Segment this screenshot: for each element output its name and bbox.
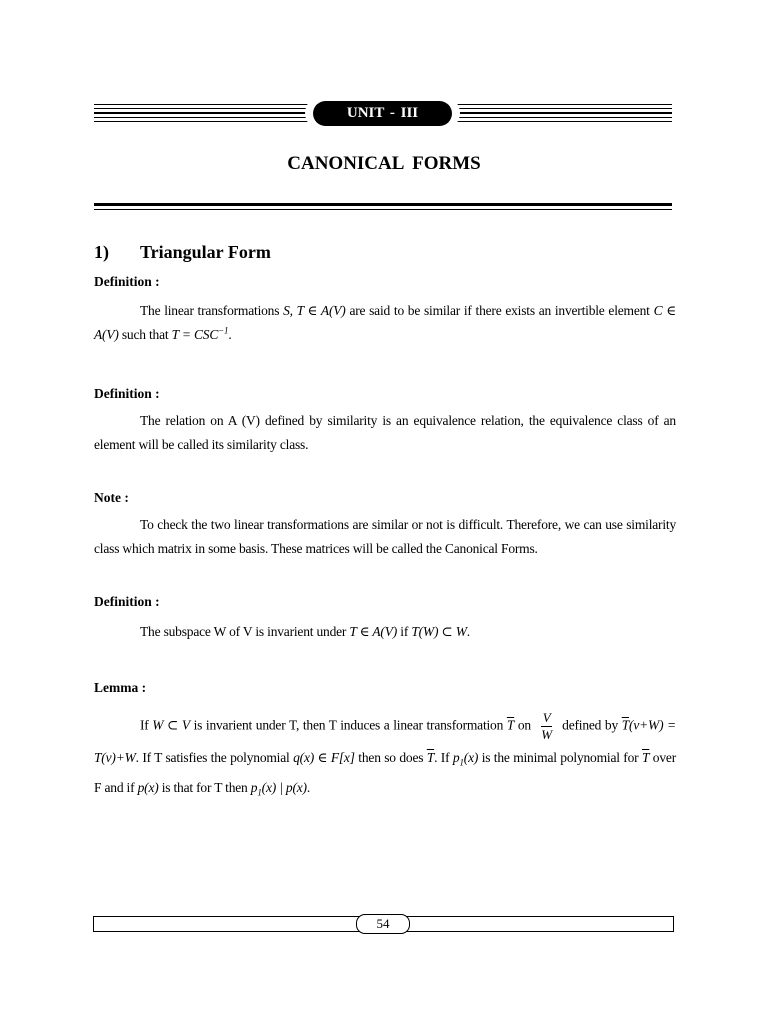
definition-1-label: Definition : xyxy=(94,274,160,289)
unit-label: UNIT - III xyxy=(313,101,452,126)
note-label: Note : xyxy=(94,490,129,505)
lemma-text: If W ⊂ V is invarient under T, then T induces a linear transformation $\overline{T}$ on $\frac{V}{W}$ defined by $\overline{T}(v+W) = T(v)+W$. If T satisfies the polynomial q(x) ∈ F[x] then so does $\overline{T}$. If $p_1(x)$ is the minimal polynomial for $\overline{T}$ over F and if p(x) is that for T then $p_1(x)$ | p(x). xyxy=(94,710,676,798)
math-t-equals-csc-inverse: $T = CSC^{-1}$ xyxy=(171,325,229,342)
lemma-label: Lemma : xyxy=(94,680,147,695)
definition-3-text: The subspace W of V is invarient under T ∈ A(V) if T(W) ⊂ W. xyxy=(140,624,470,639)
title-divider xyxy=(94,203,672,211)
definition-2-label: Definition : xyxy=(94,386,160,401)
math-s-t-in-av: S, T ∈ A(V) xyxy=(283,303,346,318)
math-p1-divides-p: $p_1(x)$ | p(x) xyxy=(250,780,307,798)
math-w-subset-v: W ⊂ V xyxy=(152,717,190,733)
section-number: 1) xyxy=(94,242,109,262)
math-fraction-v-over-w: $\frac{V}{W}$ xyxy=(541,710,552,742)
definition-1-text: The linear transformations S, T ∈ A(V) are said to be similar if there exists an invertible element C ∈ A(V) such that $T = CSC^{-1}$. xyxy=(94,303,676,342)
note-text: To check the two linear transformations are similar or not is difficult. Therefore, we can use similarity class which matrix in some basis. These matrices will be called the Canonical Forms. xyxy=(94,517,676,556)
chapter-title: CANONICAL FORMS xyxy=(287,153,481,174)
definition-2-text: The relation on A (V) defined by similarity is an equivalence relation, the equivalence class of an element will be called its similarity class. xyxy=(94,413,676,452)
section-heading xyxy=(94,242,271,263)
math-t-bar: $\overline{T}$ xyxy=(426,750,435,765)
page-number: 54 xyxy=(356,914,410,934)
math-t-w-subset-w: T(W) ⊂ W xyxy=(411,624,467,639)
section-title: Triangular Form xyxy=(140,242,271,262)
math-c-in-av: C ∈ A(V) xyxy=(94,303,676,342)
math-q-x-in-fx: q(x) ∈ F[x] xyxy=(293,750,355,765)
math-t-bar-definition: $\overline{T}(v+W) = T(v)+W$ xyxy=(94,717,676,765)
math-t-in-av: T ∈ A(V) xyxy=(349,624,398,639)
math-t-bar: $\overline{T}$ xyxy=(641,750,650,765)
math-p-x: p(x) xyxy=(137,780,159,795)
definition-3-label: Definition : xyxy=(94,594,160,609)
math-p1-x: $p_1(x)$ xyxy=(452,750,479,768)
math-t-bar: $\overline{T}$ xyxy=(506,717,515,733)
